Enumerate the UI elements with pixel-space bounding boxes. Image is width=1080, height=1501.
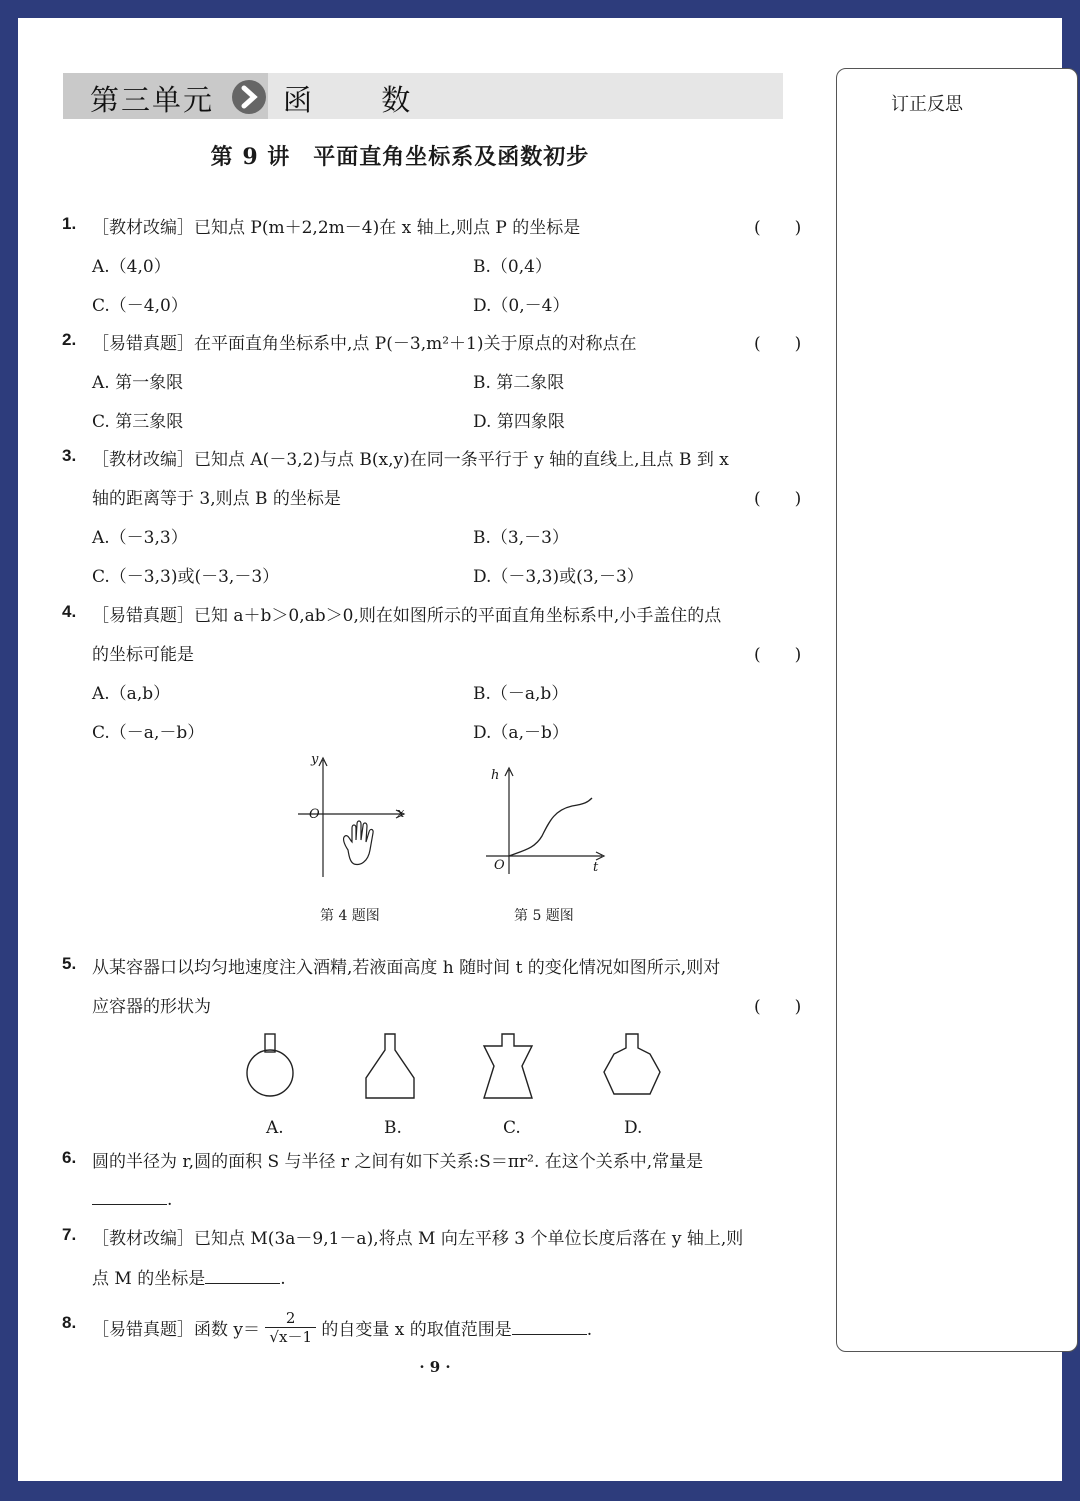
answer-paren: ( ): [754, 997, 802, 1017]
container-label-c: C.: [503, 1118, 521, 1138]
container-label-b: B.: [384, 1118, 402, 1138]
question-text: ［教材改编］已知点 M(3a－9,1－a),将点 M 向左平移 3 个单位长度后落在 y 轴上,则: [92, 1229, 744, 1249]
question-number: 7.: [62, 1225, 77, 1244]
answer-blank[interactable]: [512, 1318, 587, 1335]
option-d: D.（a,－b）: [473, 723, 569, 743]
hand-icon: [344, 821, 374, 864]
answer-paren: ( ): [754, 645, 802, 665]
container-shapes: [240, 1030, 680, 1105]
question-text: ［教材改编］已知点 A(－3,2)与点 B(x,y)在同一条平行于 y 轴的直线上,且点 B 到 x: [92, 450, 729, 470]
answer-paren: ( ): [754, 334, 802, 354]
option-b: B. 第二象限: [473, 373, 565, 393]
correction-sidebar: [836, 68, 1078, 1352]
question-text-cont: 轴的距离等于 3,则点 B 的坐标是: [92, 489, 341, 509]
option-c: C.（－4,0）: [92, 296, 188, 316]
question-text: ［易错真题］已知 a＋b＞0,ab＞0,则在如图所示的平面直角坐标系中,小手盖住的点: [92, 606, 722, 626]
answer-paren: ( ): [754, 489, 802, 509]
lesson-title: 第 9 讲 平面直角坐标系及函数初步: [210, 144, 590, 170]
answer-paren: ( ): [754, 218, 802, 238]
option-b: B.（－a,b）: [473, 684, 569, 704]
option-d: D. 第四象限: [473, 412, 565, 432]
question-text: ［易错真题］函数 y＝ $\frac{2}{√x-1}$ 的自变量 x 的取值范围是 .: [92, 1309, 593, 1346]
option-c: C. 第三象限: [92, 412, 184, 432]
container-label-a: A.: [266, 1118, 284, 1138]
origin-label: O: [494, 858, 505, 873]
question-number: 3.: [62, 446, 77, 465]
option-a: A. 第一象限: [92, 373, 184, 393]
x-axis-label: x: [397, 806, 405, 821]
question-text-cont: 的坐标可能是: [92, 645, 194, 665]
question-number: 2.: [62, 330, 77, 349]
question-number: 8.: [62, 1313, 77, 1332]
question-text: ［教材改编］已知点 P(m＋2,2m－4)在 x 轴上,则点 P 的坐标是: [92, 218, 581, 238]
option-c: C.（－a,－b）: [92, 723, 205, 743]
option-d: D.（0,－4）: [473, 296, 570, 316]
question-text: 从某容器口以均匀地速度注入酒精,若液面高度 h 随时间 t 的变化情况如图所示,则对: [92, 958, 721, 978]
option-b: B.（3,－3）: [473, 528, 569, 548]
fraction: $\frac{2}{√x-1}$: [265, 1309, 316, 1346]
option-b: B.（0,4）: [473, 257, 552, 277]
answer-blank[interactable]: [205, 1267, 280, 1284]
question-text: ［易错真题］在平面直角坐标系中,点 P(－3,m²＋1)关于原点的对称点在: [92, 334, 637, 354]
question-text-cont: 应容器的形状为: [92, 997, 211, 1017]
option-c: C.（－3,3)或(－3,－3）: [92, 567, 280, 587]
container-d-shape: [604, 1034, 660, 1094]
option-d: D.（－3,3)或(3,－3）: [473, 567, 644, 587]
y-axis-label: y: [311, 752, 319, 767]
question-number: 5.: [62, 954, 77, 973]
container-label-d: D.: [624, 1118, 643, 1138]
unit-name: 函 数: [283, 83, 441, 117]
figure-5-caption: 第 5 题图: [514, 908, 574, 924]
question-text-cont: 点 M 的坐标是 .: [92, 1269, 286, 1289]
question-number: 6.: [62, 1148, 77, 1167]
option-a: A.（a,b）: [92, 684, 171, 704]
origin-label: O: [309, 807, 320, 822]
container-c-shape: [484, 1034, 532, 1098]
h-axis-label: h: [491, 768, 500, 783]
question-text: 圆的半径为 r,圆的面积 S 与半径 r 之间有如下关系:S＝πr². 在这个关系中,常量是: [92, 1152, 704, 1172]
container-b-shape: [366, 1034, 414, 1098]
container-a-shape: [247, 1034, 293, 1096]
answer-blank-line: .: [92, 1188, 172, 1210]
chevron-right-icon: [232, 80, 266, 114]
page-number: · 9 ·: [419, 1358, 451, 1376]
option-a: A.（－3,3）: [92, 528, 188, 548]
question-number: 1.: [62, 214, 77, 233]
option-a: A.（4,0）: [92, 257, 171, 277]
figure-4-caption: 第 4 题图: [320, 908, 380, 924]
sidebar-title: 订正反思: [891, 94, 963, 115]
answer-blank[interactable]: [92, 1188, 167, 1205]
t-axis-label: t: [593, 860, 599, 875]
question-number: 4.: [62, 602, 77, 621]
unit-label: 第三单元: [90, 83, 215, 117]
